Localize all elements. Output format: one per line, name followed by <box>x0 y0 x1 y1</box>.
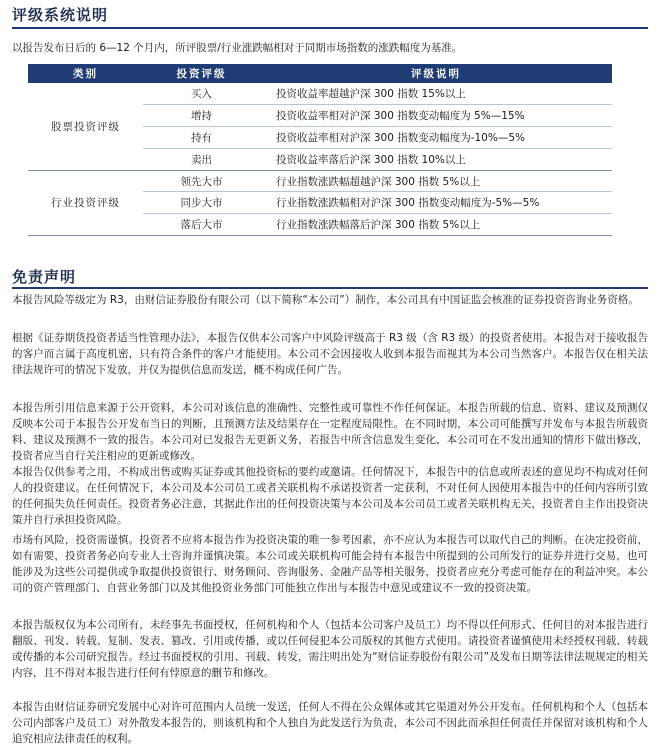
rating-cell: 领先大市 <box>143 170 260 192</box>
rating-section-title: 评级系统说明 <box>12 6 109 24</box>
category-stock: 股票投资评级 <box>28 83 143 170</box>
table-header-row <box>28 64 612 83</box>
description-cell: 行业指数涨跌幅超越沪深 300 指数 5%以上 <box>260 170 612 192</box>
disclaimer-paragraph-6: 本报告版权仅为本公司所有，未经事先书面授权，任何机构和个人（包括本公司客户及员工）均不得以任何形式、任何目的对本报告进行翻版、刊发、转载、复制、发表、篡改、引用或传播，或以任何侵犯本公司版权的其他方式使用。请投资者谨慎使用未经授权刊载、转载或传播的本公司研究报告。经过书面授权的引用、刊载、转发，需注明出处为“财信证券股份有限公司”及发布日期等法律法规规定的相关内容，且不得对本报告进行任何有悖原意的删节和修改。 <box>12 619 648 679</box>
table-row <box>28 170 612 192</box>
rating-cell: 卖出 <box>143 148 260 170</box>
header-category: 类别 <box>28 64 143 83</box>
description-cell: 投资收益率落后沪深 300 指数 10%以上 <box>260 148 612 170</box>
description-cell: 投资收益率相对沪深 300 指数变动幅度为 5%—15% <box>260 104 612 126</box>
description-cell: 投资收益率超越沪深 300 指数 15%以上 <box>260 83 612 104</box>
table-row <box>28 83 612 104</box>
header-description: 评级说明 <box>260 64 612 83</box>
rating-table <box>28 64 612 236</box>
disclaimer-title: 免责声明 <box>12 268 77 286</box>
intro-text: 以报告发布日后的 6—12 个月内，所评股票/行业涨跌幅相对于同期市场指数的涨跌幅度为基准。 <box>12 42 463 54</box>
description-cell: 行业指数涨跌幅相对沪深 300 指数变动幅度为-5%—5% <box>260 192 612 214</box>
rating-cell: 持有 <box>143 126 260 148</box>
disclaimer-paragraph-5: 市场有风险，投资需谨慎。投资者不应将本报告作为投资决策的唯一参考因素，亦不应认为本报告可以取代自己的判断。在决定投资前，如有需要，投资者务必向专业人士咨询并谨慎决策。本公司或关联机构可能会持有本报告中所提到的公司所发行的证券并进行交易，也可能涉及为这些公司提供或争取提供投资银行、财务顾问、咨询服务、金融产品等相关服务，投资者应充分考虑可能存在的利益冲突。本公司的资产管理部门、自营业务部门以及其他投资业务部门可能独立作出与本报告中意见或建议不一致的投资决策。 <box>12 534 648 594</box>
disclaimer-paragraph-7: 本报告由财信证券研究发展中心对许可范围内人员统一发送，任何人不得在公众媒体或其它渠道对外公开发布。任何机构和个人（包括本公司内部客户及员工）对外散发本报告的，则该机构和个人独自为此发送行为负责，本公司不因此而承担任何责任并保留对该机构和个人追究相应法律责任的权利。 <box>12 701 648 745</box>
category-industry: 行业投资评级 <box>28 170 143 236</box>
rating-cell: 买入 <box>143 83 260 104</box>
disclaimer-paragraph-1: 本报告风险等级定为 R3，由财信证券股份有限公司（以下简称“本公司”）制作，本公司具有中国证监会核准的证券投资咨询业务资格。 <box>12 294 639 306</box>
title-rule <box>12 287 648 289</box>
rating-cell: 落后大市 <box>143 214 260 236</box>
description-cell: 投资收益率相对沪深 300 指数变动幅度为-10%—5% <box>260 126 612 148</box>
title-rule <box>12 27 648 29</box>
disclaimer-paragraph-2: 根据《证券期货投资者适当性管理办法》，本报告仅供本公司客户中风险评级高于 R3 级（含 R3 级）的投资者使用。本报告对于接收报告的客户而言属于高度机密，只有符合条件的客户才能使用。本公司不会因接收人收到本报告而视其为本公司当然客户。本报告仅在相关法律法规许可的情况下发放，并仅为提供信息而发送，概不构成任何广告。 <box>12 332 648 376</box>
disclaimer-paragraph-4: 本报告仅供参考之用，不构成出售或购买证券或其他投资标的要约或邀请。任何情况下，本报告中的信息或所表述的意见均不构成对任何人的投资建议。在任何情况下，本公司及本公司员工或者关联机构不承诺投资者一定获利，不对任何人因使用本报告中的任何内容所引致的任何损失负任何责任。投资者务必注意，其据此作出的任何投资决策与本公司及本公司员工或者关联机构无关，投资者自主作出投资决策并自行承担投资风险。 <box>12 466 648 526</box>
description-cell: 行业指数涨跌幅落后沪深 300 指数 5%以上 <box>260 214 612 236</box>
disclaimer-paragraph-3: 本报告所引用信息来源于公开资料，本公司对该信息的准确性、完整性或可靠性不作任何保证。本报告所载的信息、资料、建议及预测仅反映本公司于本报告公开发布当日的判断，且预测方法及结果存在一定程度局限性。在不同时期，本公司可能撰写并发布与本报告所载资料、建议及预测不一致的报告。本公司对已发报告无更新义务，若报告中所含信息发生变化，本公司可在不发出通知的情形下做出修改，投资者应当自行关注相应的更新或修改。 <box>12 402 648 462</box>
header-rating: 投资评级 <box>143 64 260 83</box>
rating-cell: 增持 <box>143 104 260 126</box>
rating-cell: 同步大市 <box>143 192 260 214</box>
